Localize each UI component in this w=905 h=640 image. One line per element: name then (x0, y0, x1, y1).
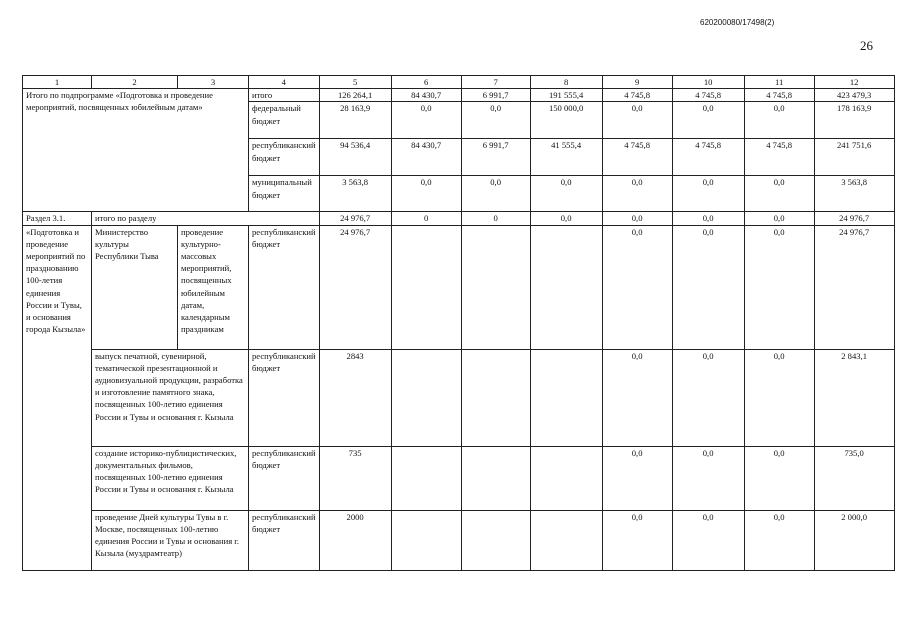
funding-source: итого (249, 89, 320, 102)
document-id: 620200080/17498(2) (700, 18, 775, 27)
value-cell: 4 745,8 (744, 139, 814, 176)
value-cell: 24 976,7 (319, 212, 391, 225)
value-cell: 4 745,8 (602, 139, 672, 176)
value-cell: 0,0 (744, 225, 814, 349)
value-cell: 4 745,8 (602, 89, 672, 102)
value-cell: 0,0 (744, 446, 814, 510)
value-cell (391, 446, 461, 510)
value-cell: 0,0 (672, 102, 744, 139)
value-cell (461, 225, 530, 349)
table-row (23, 446, 895, 510)
activity: выпуск печатной, сувенирной, тематической презентационной и аудиовизуальной продукции, разработка и изготовление памятного знака, посвященных 100-летию единения России и Тувы и основания г. Кызыла (92, 349, 249, 446)
value-cell: 94 536,4 (319, 139, 391, 176)
column-header: 9 (602, 76, 672, 89)
value-cell: 241 751,6 (814, 139, 894, 176)
funding-source: муниципальный бюджет (249, 176, 320, 212)
value-cell: 0,0 (744, 176, 814, 212)
value-cell: 0,0 (672, 212, 744, 225)
value-cell: 4 745,8 (672, 139, 744, 176)
value-cell: 6 991,7 (461, 89, 530, 102)
value-cell: 0,0 (461, 176, 530, 212)
column-header: 3 (178, 76, 249, 89)
funding-source: республиканский бюджет (249, 349, 320, 446)
section-total-label: итого по разделу (92, 212, 320, 225)
value-cell: 0,0 (602, 102, 672, 139)
table-row (23, 89, 895, 102)
value-cell: 191 555,4 (530, 89, 602, 102)
value-cell: 24 976,7 (814, 225, 894, 349)
value-cell: 2000 (319, 510, 391, 570)
table-row (23, 349, 895, 446)
value-cell: 2843 (319, 349, 391, 446)
activity: создание историко-публицистических, документальных фильмов, посвященных 100-летию единения России и Тувы и основания г. Кызыла (92, 446, 249, 510)
value-cell: 0,0 (744, 212, 814, 225)
column-header: 2 (92, 76, 178, 89)
value-cell (530, 225, 602, 349)
value-cell: 0,0 (391, 176, 461, 212)
value-cell (530, 349, 602, 446)
value-cell: 126 264,1 (319, 89, 391, 102)
funding-source: республиканский бюджет (249, 139, 320, 176)
value-cell (461, 349, 530, 446)
value-cell: 178 163,9 (814, 102, 894, 139)
column-header: 10 (672, 76, 744, 89)
value-cell: 0,0 (530, 176, 602, 212)
page-number: 26 (860, 38, 873, 53)
value-cell: 150 000,0 (530, 102, 602, 139)
value-cell: 0,0 (672, 176, 744, 212)
value-cell (530, 510, 602, 570)
value-cell: 0,0 (672, 225, 744, 349)
value-cell (391, 349, 461, 446)
value-cell (461, 446, 530, 510)
column-header: 5 (319, 76, 391, 89)
funding-source: республиканский бюджет (249, 510, 320, 570)
value-cell: 4 745,8 (672, 89, 744, 102)
value-cell: 0,0 (672, 446, 744, 510)
section-code: Раздел 3.1. (23, 212, 92, 225)
column-header: 8 (530, 76, 602, 89)
value-cell: 0,0 (744, 102, 814, 139)
value-cell: 6 991,7 (461, 139, 530, 176)
table-row (23, 76, 895, 89)
value-cell: 0,0 (602, 446, 672, 510)
table-row (23, 212, 895, 225)
value-cell: 0,0 (461, 102, 530, 139)
section-title: «Подготовка и проведение мероприятий по празднованию 100-летия единения России и Тувы, и основания города Кызыла» (23, 225, 92, 570)
column-header: 4 (249, 76, 320, 89)
value-cell: 0,0 (602, 349, 672, 446)
value-cell: 0,0 (602, 225, 672, 349)
value-cell: 0,0 (391, 102, 461, 139)
value-cell: 3 563,8 (319, 176, 391, 212)
value-cell: 2 000,0 (814, 510, 894, 570)
value-cell: 0,0 (602, 510, 672, 570)
value-cell: 24 976,7 (814, 212, 894, 225)
value-cell: 2 843,1 (814, 349, 894, 446)
table-row (23, 510, 895, 570)
value-cell: 28 163,9 (319, 102, 391, 139)
value-cell: 0,0 (602, 212, 672, 225)
column-header: 7 (461, 76, 530, 89)
value-cell: 41 555,4 (530, 139, 602, 176)
value-cell: 0,0 (744, 510, 814, 570)
budget-table (22, 75, 895, 571)
value-cell: 0,0 (672, 349, 744, 446)
table-row (23, 225, 895, 349)
value-cell: 0 (391, 212, 461, 225)
value-cell: 0,0 (602, 176, 672, 212)
value-cell: 84 430,7 (391, 139, 461, 176)
value-cell (391, 510, 461, 570)
activity: проведение Дней культуры Тувы в г. Москве, посвященных 100-летию единения России и Тувы и основания г. Кызыла (муздрамтеатр) (92, 510, 249, 570)
column-header: 1 (23, 76, 92, 89)
value-cell: 0 (461, 212, 530, 225)
value-cell: 423 479,3 (814, 89, 894, 102)
value-cell: 0,0 (744, 349, 814, 446)
column-header: 11 (744, 76, 814, 89)
funding-source: федеральный бюджет (249, 102, 320, 139)
value-cell: 3 563,8 (814, 176, 894, 212)
value-cell: 0,0 (672, 510, 744, 570)
activity: проведение культурно-массовых мероприятий, посвященных юбилейным датам, календарным праздникам (178, 225, 249, 349)
value-cell (391, 225, 461, 349)
value-cell: 0,0 (530, 212, 602, 225)
column-header: 6 (391, 76, 461, 89)
value-cell: 4 745,8 (744, 89, 814, 102)
value-cell (461, 510, 530, 570)
funding-source: республиканский бюджет (249, 446, 320, 510)
executor: Министерство культуры Республики Тыва (92, 225, 178, 349)
value-cell: 84 430,7 (391, 89, 461, 102)
column-header: 12 (814, 76, 894, 89)
subtotal-label: Итого по подпрограмме «Подготовка и проведение мероприятий, посвященных юбилейным датам» (23, 89, 249, 212)
value-cell: 735 (319, 446, 391, 510)
value-cell: 24 976,7 (319, 225, 391, 349)
value-cell (530, 446, 602, 510)
value-cell: 735,0 (814, 446, 894, 510)
funding-source: республиканский бюджет (249, 225, 320, 349)
